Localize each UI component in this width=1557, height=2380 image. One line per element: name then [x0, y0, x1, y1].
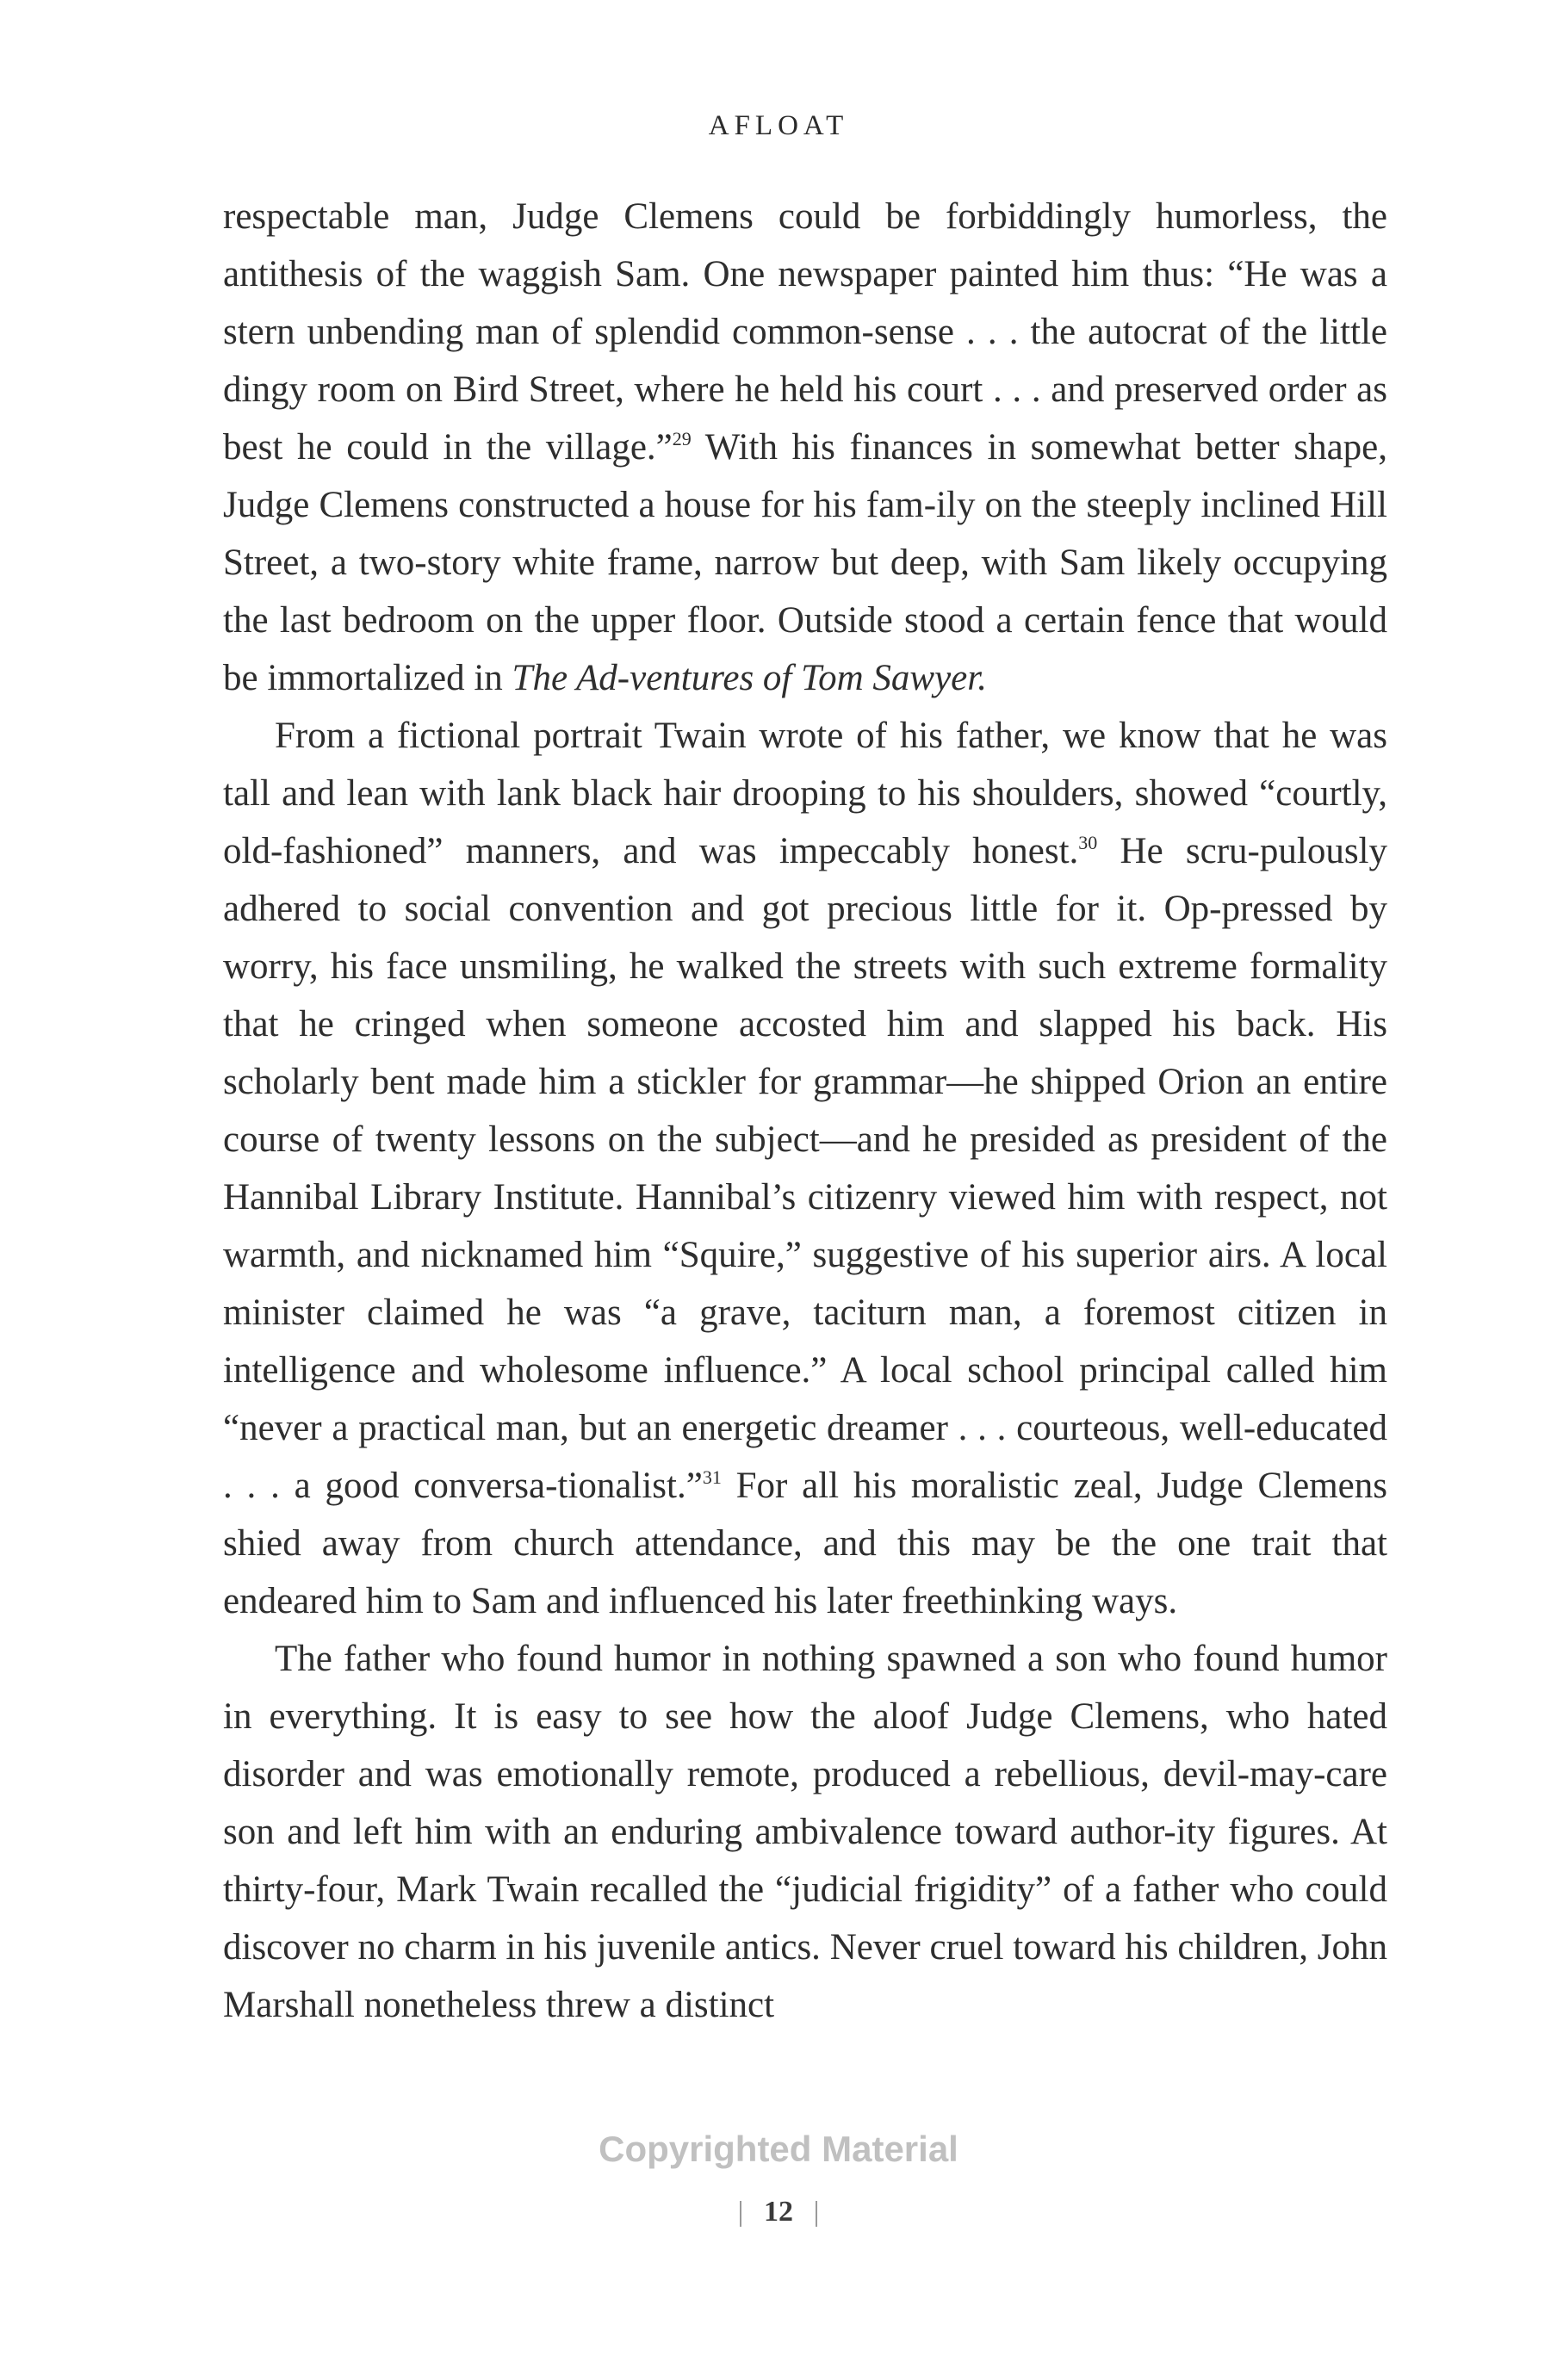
- page-number: 12: [764, 2196, 793, 2228]
- body-text: [223, 188, 1387, 2034]
- italic-title: The Ad-ventures of Tom Sawyer.: [512, 658, 987, 698]
- footnote-ref: 29: [672, 428, 692, 449]
- paragraph: [223, 707, 1387, 1630]
- text-run: The father who found humor in nothing spawned a son who found humor in everything. It is easy to see how the aloof Judge Clemens, who hated disorder and was emotionally remote, produced a rebellious, devil-may-care son and left him with an enduring ambivalence toward author-ity figures. At thirty-four, Mark Twain recalled the “judicial frigidity” of a father who could discover no charm in his juvenile antics. Never cruel toward his children, John Marshall nonetheless threw a distinct: [223, 1639, 1387, 2025]
- paragraph: [223, 1630, 1387, 2034]
- footnote-ref: 30: [1078, 832, 1098, 853]
- running-head: AFLOAT: [708, 110, 849, 141]
- copyright-watermark: Copyrighted Material: [599, 2129, 958, 2169]
- folio-rule-left: [740, 2201, 741, 2227]
- footnote-ref: 31: [702, 1466, 722, 1488]
- paragraph: [223, 188, 1387, 707]
- text-run: respectable man, Judge Clemens could be forbiddingly humorless, the antithesis of the waggish Sam. One newspaper painted him thus: “He was a stern unbending man of splendid common-sense . . . the autocrat of the little dingy room on Bird Street, where he held his court . . . and preserved order as best he could in the village.”: [223, 196, 1387, 468]
- page-number-footer: [0, 2196, 1557, 2228]
- text-run: With his finances in somewhat better shape, Judge Clemens constructed a house for his fam-ily on the steeply inclined Hill Street, a two-story white frame, narrow but deep, with Sam likely occupying the last bedroom on the upper floor. Outside stood a certain fence that would be immortalized in: [223, 427, 1387, 698]
- text-run: From a fictional portrait Twain wrote of his father, we know that he was tall and lean with lank black hair drooping to his shoulders, showed “courtly, old-fashioned” manners, and was impeccably honest.: [223, 716, 1387, 871]
- text-run: He scru-pulously adhered to social convention and got precious little for it. Op-pressed by worry, his face unsmiling, he walked the streets with such extreme formality that he cringed when someone accosted him and slapped his back. His scholarly bent made him a stickler for grammar—he shipped Orion an entire course of twenty lessons on the subject—and he presided as president of the Hannibal Library Institute. Hannibal’s citizenry viewed him with respect, not warmth, and nicknamed him “Squire,” suggestive of his superior airs. A local minister claimed he was “a grave, taciturn man, a foremost citizen in intelligence and wholesome influence.” A local school principal called him “never a practical man, but an energetic dreamer . . . courteous, well-educated . . . a good conversa-tionalist.”: [223, 831, 1387, 1506]
- text-run: For all his moralistic zeal, Judge Clemens shied away from church attendance, and this may be the one trait that endeared him to Sam and influenced his later freethinking ways.: [223, 1466, 1387, 1621]
- folio-rule-right: [816, 2201, 817, 2227]
